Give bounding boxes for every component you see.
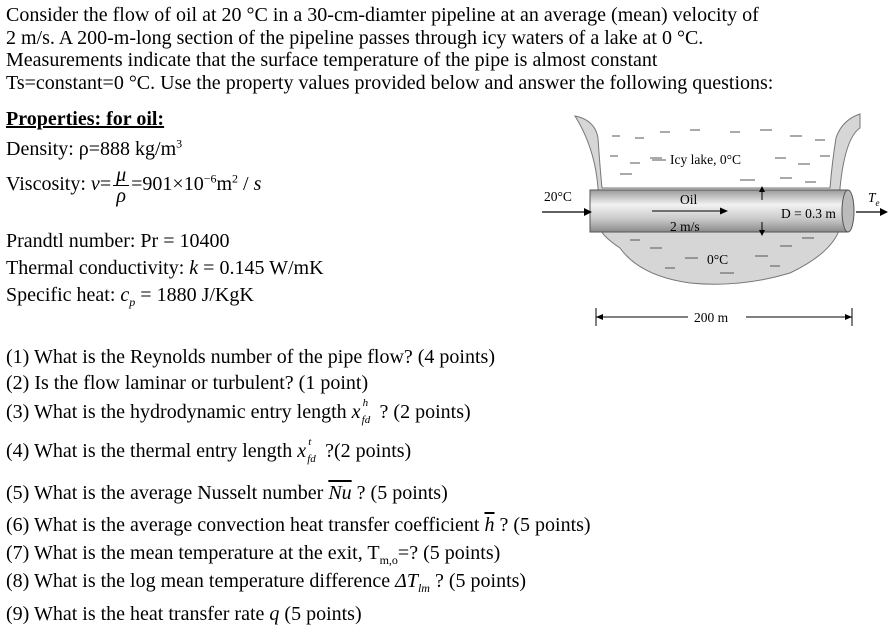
intro-line-1: Consider the flow of oil at 20 °C in a 30-cm-diamter pipeline at an average (mean) velocity of	[6, 4, 759, 26]
question-4-text: (4) What is the thermal entry length	[6, 440, 298, 462]
nusselt-symbol: $\overline{Nu}$	[328, 482, 352, 504]
question-7-text: (7) What is the mean temperature at the exit, T	[6, 542, 380, 564]
viscosity-label: Viscosity:	[6, 173, 86, 196]
question-5-tail: ? (5 points)	[351, 482, 448, 504]
intro-line-2: 2 m/s. A 200-m-long section of the pipeline passes through icy waters of a lake at 0 °C.	[6, 26, 704, 49]
specific-heat-value: = 1880 J/KgK	[135, 284, 254, 306]
pipe-outlet-end	[842, 190, 854, 232]
exit-temp-symbol: T	[868, 190, 876, 205]
question-8	[6, 570, 526, 593]
exit-temp-subscript: e	[875, 198, 880, 208]
question-7	[6, 542, 500, 565]
viscosity-mu: μ	[113, 165, 129, 186]
specific-heat-line	[6, 284, 254, 307]
specific-heat-subscript: p	[129, 295, 136, 309]
question-9-text: (9) What is the heat transfer rate	[6, 603, 270, 625]
h-bar-symbol: $\overline{h}$	[484, 514, 495, 536]
question-2: (2) Is the flow laminar or turbulent? (1 point)	[6, 372, 369, 394]
conductivity-line	[6, 257, 324, 280]
lake-label: Icy lake, 0°C	[670, 152, 742, 167]
q3-x: x	[351, 401, 361, 423]
question-6-text: (6) What is the average convection heat transfer coefficient	[6, 514, 485, 536]
viscosity-rho: ρ	[116, 185, 126, 207]
specific-heat-label: Specific heat:	[6, 284, 121, 306]
question-3	[6, 397, 471, 426]
bottom-temp-label: 0°C	[707, 252, 729, 267]
question-8-subscript: lm	[417, 581, 430, 595]
viscosity-unit-slash: /	[238, 173, 254, 196]
density-line	[6, 138, 182, 161]
diameter-label: D = 0.3 m	[781, 206, 836, 221]
delta-t-symbol: ΔT	[395, 570, 418, 592]
oil-label: Oil	[680, 192, 698, 207]
question-4-tail: ?(2 points)	[320, 440, 412, 462]
question-7-tail: =? (5 points)	[397, 542, 501, 564]
conductivity-label: Thermal conductivity:	[6, 257, 190, 279]
question-9-tail: (5 points)	[279, 603, 362, 625]
viscosity-exponent: −6	[203, 171, 217, 186]
inlet-temp-label: 20°C	[544, 189, 572, 204]
viscosity-unit-exponent: 2	[232, 171, 239, 186]
q4-sup: t	[308, 436, 312, 448]
question-7-subscript: m,o	[379, 553, 398, 567]
hydrodynamic-entry-length-symbol	[351, 397, 371, 426]
question-8-text: (8) What is the log mean temperature difference	[6, 570, 396, 592]
question-4	[6, 436, 412, 465]
viscosity-unit-s: s	[253, 173, 262, 196]
pipeline-diagram	[540, 108, 890, 330]
viscosity-unit: m	[216, 173, 233, 196]
conductivity-symbol: k	[189, 257, 199, 279]
intro-line-3: Measurements indicate that the surface temperature of the pipe is almost constant	[6, 49, 658, 72]
viscosity-line	[6, 165, 261, 206]
question-3-tail: ? (2 points)	[374, 401, 471, 423]
viscosity-fraction	[113, 165, 129, 206]
question-6	[6, 514, 591, 537]
length-arrowhead-left	[596, 314, 603, 320]
conductivity-value: = 0.145 W/mK	[198, 257, 324, 279]
density-text: Density: ρ=888 kg/m	[6, 138, 177, 160]
velocity-label: 2 m/s	[670, 219, 700, 234]
intro-line-4: Ts=constant=0 °C. Use the property values provided below and answer the following questions:	[6, 71, 774, 94]
exit-temp-label	[868, 190, 880, 208]
density-exponent: 3	[176, 136, 183, 151]
q3-sub: fd	[361, 414, 371, 426]
q3-sup: h	[362, 397, 369, 409]
q-symbol: q	[269, 603, 280, 625]
length-label: 200 m	[694, 310, 729, 325]
prandtl-line: Prandtl number: Pr = 10400	[6, 230, 230, 252]
question-5-text: (5) What is the average Nusselt number	[6, 482, 329, 504]
question-8-tail: ? (5 points)	[429, 570, 527, 592]
question-9	[6, 603, 362, 626]
question-6-tail: ? (5 points)	[494, 514, 591, 536]
outlet-arrowhead	[880, 208, 888, 216]
question-1: (1) What is the Reynolds number of the pipe flow? (4 points)	[6, 346, 495, 368]
q4-x: x	[297, 440, 307, 462]
thermal-entry-length-symbol	[297, 436, 316, 465]
properties-heading: Properties: for oil:	[6, 108, 165, 130]
q4-sub: fd	[307, 453, 316, 465]
question-3-text: (3) What is the hydrodynamic entry length	[6, 401, 352, 423]
question-5	[6, 482, 448, 505]
viscosity-eq: =	[99, 173, 112, 196]
viscosity-value: =901×10	[131, 173, 204, 196]
problem-statement	[6, 4, 894, 94]
length-arrowhead-right	[845, 314, 852, 320]
specific-heat-symbol: c	[120, 284, 130, 306]
viscosity-nu: ν	[90, 173, 100, 196]
